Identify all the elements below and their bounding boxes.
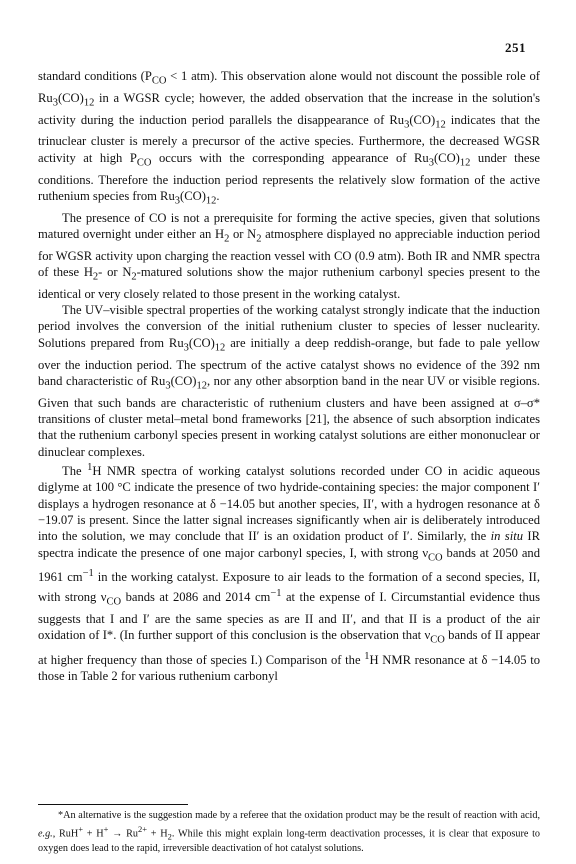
paragraph-3: The UV–visible spectral properties of the working catalyst strongly indicate that the induction period involves the conversion of the initial ruthenium cluster to species of lesser nuclearity. Solutions prepared from $Ru_3(CO)_{12}$ are initially a deep reddish-orange, but fade to pale yellow over the induction period. The spectrum of the active catalyst shows no evidence of the 392 nm band characteristic of $Ru_3(CO)_{12}$, nor any other absorption band in the near UV or visible regions. Given that such bands are characteristic of ruthenium clusters and have been assigned at σ–σ* transitions of cluster metal–metal bond frameworks [21], the absence of such absorption indicates that the ruthenium carbonyl species present in working catalyst solutions are either mononuclear or dinuclear complexes. — [38, 303, 541, 459]
paragraph-2: The presence of CO is not a prerequisite for forming the active species, given that solutions matured overnight under either an $H_2$ or $N_2$ atmosphere displayed no appreciable induction period for WGSR activity upon charging the reaction vessel with CO (0.9 atm). Both IR and NMR spectra of these $H_2-$ or $N_2$-matured solutions show the major ruthenium carbonyl species present to the identical or very closely related to those present in the working catalyst. — [38, 210, 540, 301]
paragraph-1: standard conditions ($P_{CO} < 1$ atm). This observation alone would not discount the possible role of $Ru_3(CO)_{12}$ in a WGSR cycle; however, the added observation that the increase in the solution's activity during the induction period parallels the disappearance of $Ru_3(CO)_{12}$ indicates that the trinuclear cluster is merely a precursor of the active species. Furthermore, the decreased WGSR activity at high $P_{CO}$ occurs with the corresponding appearance of $Ru_3(CO)_{12}$ under these conditions. Therefore the induction period represents the relatively slow formation of the active ruthenium species from $Ru_3(CO)_{12}$. — [38, 69, 540, 207]
paragraph-4: The $^1$H NMR spectra of working catalyst solutions recorded under CO in acidic aqueous diglyme at 100 °C indicate the presence of two hydride-containing species: the major component I′ displays a hydrogen resonance at δ −14.05 but another species, II′, with a hydrogen resonance at δ −19.07 is present. Since the latter signal increases significantly when air is deliberately introduced into the solution, we may conclude that II′ is an oxidation product of I′. Similarly, the in situ IR spectra indicate the presence of one major carbonyl species, I, with strong $\nu_{CO}$ bands at 2050 and 1961 $cm^{-1}$ in the working catalyst. Exposure to air leads to the formation of a second species, II, with strong $\nu_{CO}$ bands at 2086 and 2014 $cm^{-1}$ at the expense of I. Circumstantial evidence thus suggests that I and I′ are the same species as are II and II′, and that II is a product of the air oxidation of I*. (In further support of this conclusion is the observation that $\nu_{CO}$ bands of II appear at higher frequency than those of species I.) Comparison of the $^1$H NMR resonance at δ −14.05 to those in Table 2 for various ruthenium carbonyl — [38, 461, 541, 684]
footnote-rule — [38, 804, 188, 805]
footnote: *An alternative is the suggestion made by a referee that the oxidation product may be the result of reaction with acid, e.g., $RuH^+ + H^+ \to Ru^{2+} + H_2$. While this might explain long-term deactivation processes, it is clear that exposure to oxygen does lead to the rapid, irreversible deactivation of hot catalyst solutions. — [38, 810, 541, 855]
page-number: 251 — [505, 40, 526, 55]
body-text — [38, 68, 540, 685]
